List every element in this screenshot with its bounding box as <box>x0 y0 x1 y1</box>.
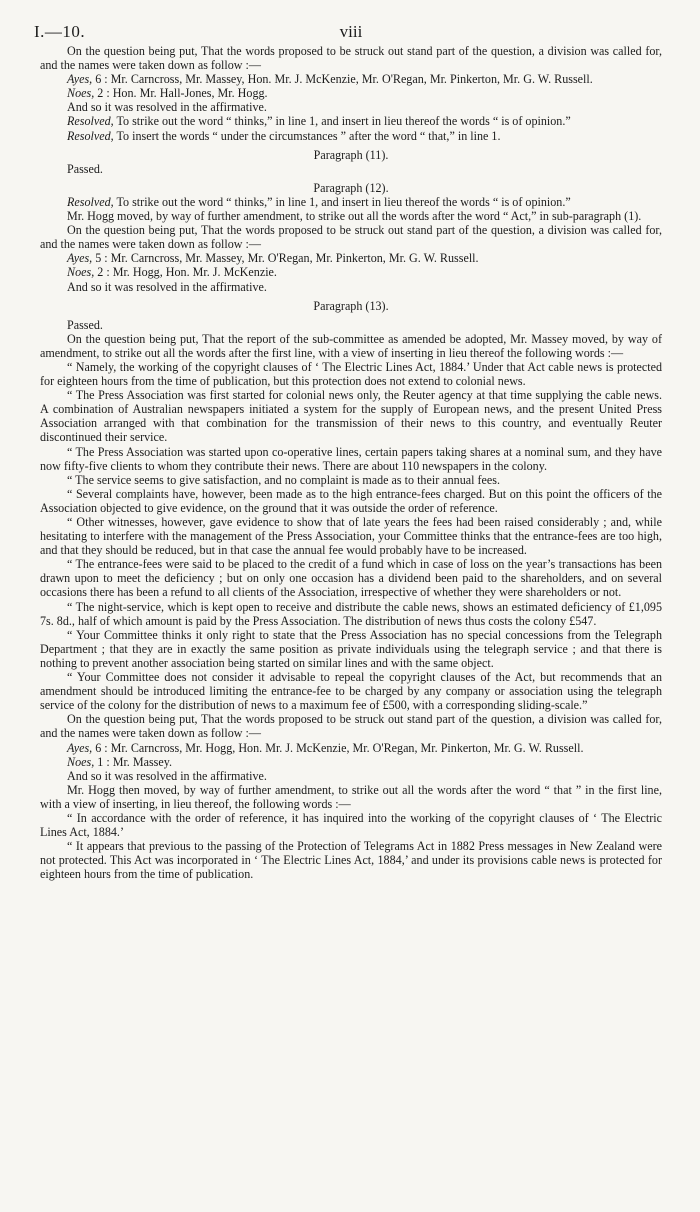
paragraph-text: Passed. <box>67 161 103 176</box>
body-paragraph <box>40 600 662 628</box>
body-paragraph <box>40 162 662 176</box>
inline-label: Resolved, <box>67 128 114 143</box>
body-paragraph <box>40 473 662 487</box>
paragraph-text: Mr. Hogg then moved, by way of further amendment, to strike out all the words after the word “ that ” in the first line, with a view of inserting, in lieu thereof, the following words :— <box>40 782 662 811</box>
paragraph-text: “ The Press Association was started upon co-operative lines, certain papers taking shares at a nominal sum, and they have now fifty-five clients to whom they contribute their news. There are about 110 newspapers in the colony. <box>40 444 662 473</box>
paragraph-heading <box>40 148 662 162</box>
paragraph-text: 2 : Hon. Mr. Hall-Jones, Mr. Hogg. <box>94 86 268 101</box>
body-paragraph <box>40 44 662 72</box>
division-vote-line <box>40 251 662 265</box>
division-result <box>40 769 662 783</box>
body-text <box>40 44 662 881</box>
paragraph-text: 1 : Mr. Massey. <box>94 754 173 769</box>
division-vote-line <box>40 72 662 86</box>
paragraph-heading <box>40 181 662 195</box>
body-paragraph <box>40 388 662 444</box>
paragraph-text: On the question being put, That the words proposed to be struck out stand part of the question, a division was called for, and the names were taken down as follow :— <box>40 712 662 741</box>
paragraph-text: To strike out the word “ thinks,” in line 1, and insert in lieu thereof the words “ is of opinion.” <box>113 114 571 129</box>
inline-label: Noes, <box>67 754 95 769</box>
division-vote-line <box>40 265 662 279</box>
resolution-paragraph <box>40 195 662 209</box>
paragraph-text: “ The entrance-fees were said to be placed to the credit of a fund which in case of loss on the year’s transactions has been drawn upon to meet the deficiency ; but on only one occasion has a dividend been paid to the shareholders, and on several occasions there has been a refund to all clients of the Association, irrespective of whether they were shareholders or not. <box>40 557 662 600</box>
paragraph-text: “ Other witnesses, however, gave evidence to show that of late years the fees had been raised considerably ; and, while hesitating to interfere with the management of the Press Association, your Committee thinks that the entrance-fees are too high, and that they should be reduced, but in that case the annual fee would probably have to be increased. <box>40 515 662 558</box>
inline-label: Noes, <box>67 86 95 101</box>
division-vote-line <box>40 741 662 755</box>
body-paragraph <box>40 487 662 515</box>
paragraph-text: Passed. <box>67 317 103 332</box>
paragraph-text: “ In accordance with the order of reference, it has inquired into the working of the copyright clauses of ‘ The Electric Lines Act, 1884.’ <box>40 810 662 840</box>
paper-reference: I.—10. <box>34 22 86 41</box>
body-paragraph <box>40 223 662 251</box>
paragraph-text: And so it was resolved in the affirmative. <box>67 100 267 115</box>
paragraph-text: “ Your Committee does not consider it advisable to repeal the copyright clauses of the Act, but recommends that an amendment should be introduced limiting the entrance-fee to be charged by any company or association using the telegraph service of the colony for the distribution of news to a maximum fee of £500, with a corresponding sliding-scale.” <box>40 670 662 713</box>
body-paragraph <box>40 712 662 740</box>
body-paragraph <box>40 515 662 557</box>
division-vote-line <box>40 86 662 100</box>
body-paragraph <box>40 445 662 473</box>
document-page <box>34 14 662 882</box>
page-number: viii <box>339 22 363 41</box>
paragraph-text: “ It appears that previous to the passing of the Protection of Telegrams Act in 1882 Press messages in New Zealand were not protected. This Act was incorporated in ‘ The Electric Lines Act, 1884,’ and under its provisions cable news is protected for eighteen hours from the time of publication. <box>40 839 662 882</box>
paragraph-text: On the question being put, That the words proposed to be struck out stand part of the question, a division was called for, and the names were taken down as follow :— <box>40 223 662 252</box>
resolution-paragraph <box>40 129 662 143</box>
body-paragraph <box>40 318 662 332</box>
inline-label: Ayes, <box>67 740 93 755</box>
paragraph-text: 6 : Mr. Carncross, Mr. Massey, Hon. Mr. J. McKenzie, Mr. O'Regan, Mr. Pinkerton, Mr. G. W. Russell. <box>92 72 593 87</box>
paragraph-text: Paragraph (13). <box>313 298 389 313</box>
body-paragraph <box>40 670 662 712</box>
inline-label: Ayes, <box>67 251 93 266</box>
paragraph-text: Paragraph (12). <box>313 180 389 195</box>
paragraph-text: “ The service seems to give satisfaction, and no complaint is made as to their annual fees. <box>67 472 501 487</box>
body-paragraph <box>40 360 662 388</box>
paragraph-text: And so it was resolved in the affirmative. <box>67 768 267 783</box>
paragraph-text: “ The Press Association was first started for colonial news only, the Reuter agency at that time supplying the cable news. A combination of Australian newspapers initiated a system for the supply of European news, and the present United Press Association arranged with that combination for the transmission of their news to this country, and eventually Reuter discontinued their service. <box>40 388 662 445</box>
paragraph-text: Mr. Hogg moved, by way of further amendment, to strike out all the words after the word “ Act,” in sub-paragraph (1). <box>67 209 642 224</box>
body-paragraph <box>40 628 662 670</box>
paragraph-text: “ The night-service, which is kept open to receive and distribute the cable news, shows an estimated deficiency of £1,095 7s. 8d., half of which amount is paid by the Press Association. The distribution of news thus costs the colony £547. <box>40 599 662 628</box>
inline-label: Resolved, <box>67 114 114 129</box>
paragraph-text: And so it was resolved in the affirmative. <box>67 279 267 294</box>
body-paragraph <box>40 209 662 223</box>
paragraph-text: To insert the words “ under the circumstances ” after the word “ that,” in line 1. <box>113 128 501 143</box>
paragraph-heading <box>40 299 662 313</box>
paragraph-text: 2 : Mr. Hogg, Hon. Mr. J. McKenzie. <box>94 265 277 280</box>
inline-label: Noes, <box>67 265 95 280</box>
body-paragraph <box>40 839 662 881</box>
inline-label: Ayes, <box>67 72 93 87</box>
paragraph-text: “ Your Committee thinks it only right to state that the Press Association has no special concessions from the Telegraph Department ; that they are in exactly the same position as private individuals using the telegraph service ; and that there is nothing to prevent another association being started on similar lines and with the same object. <box>40 627 662 670</box>
paragraph-text: “ Namely, the working of the copyright clauses of ‘ The Electric Lines Act, 1884.’ Under that Act cable news is protected for eighteen hours from the time of publication, but this protection does not extend to colonial news. <box>40 359 662 389</box>
inline-label: Resolved, <box>67 194 114 209</box>
division-result <box>40 280 662 294</box>
resolution-paragraph <box>40 114 662 128</box>
body-paragraph <box>40 332 662 360</box>
paragraph-text: 5 : Mr. Carncross, Mr. Massey, Mr. O'Regan, Mr. Pinkerton, Mr. G. W. Russell. <box>92 251 479 266</box>
paragraph-text: To strike out the word “ thinks,” in line 1, and insert in lieu thereof the words “ is of opinion.” <box>113 194 571 209</box>
body-paragraph <box>40 811 662 839</box>
page-header <box>34 14 662 44</box>
division-result <box>40 100 662 114</box>
body-paragraph <box>40 557 662 599</box>
paragraph-text: “ Several complaints have, however, been made as to the high entrance-fees charged. But on this point the officers of the Association objected to give evidence, on the ground that it was outside the order of reference. <box>40 486 662 515</box>
division-vote-line <box>40 755 662 769</box>
paragraph-text: On the question being put, That the report of the sub-committee as amended be adopted, Mr. Massey moved, by way of amendment, to strike out all the words after the first line, with a view of inserting in lieu thereof the following words :— <box>40 331 662 360</box>
paragraph-text: Paragraph (11). <box>313 147 389 162</box>
paragraph-text: On the question being put, That the words proposed to be struck out stand part of the question, a division was called for, and the names were taken down as follow :— <box>40 44 662 73</box>
paragraph-text: 6 : Mr. Carncross, Mr. Hogg, Hon. Mr. J. McKenzie, Mr. O'Regan, Mr. Pinkerton, Mr. G. W. Russell. <box>92 740 584 755</box>
body-paragraph <box>40 783 662 811</box>
